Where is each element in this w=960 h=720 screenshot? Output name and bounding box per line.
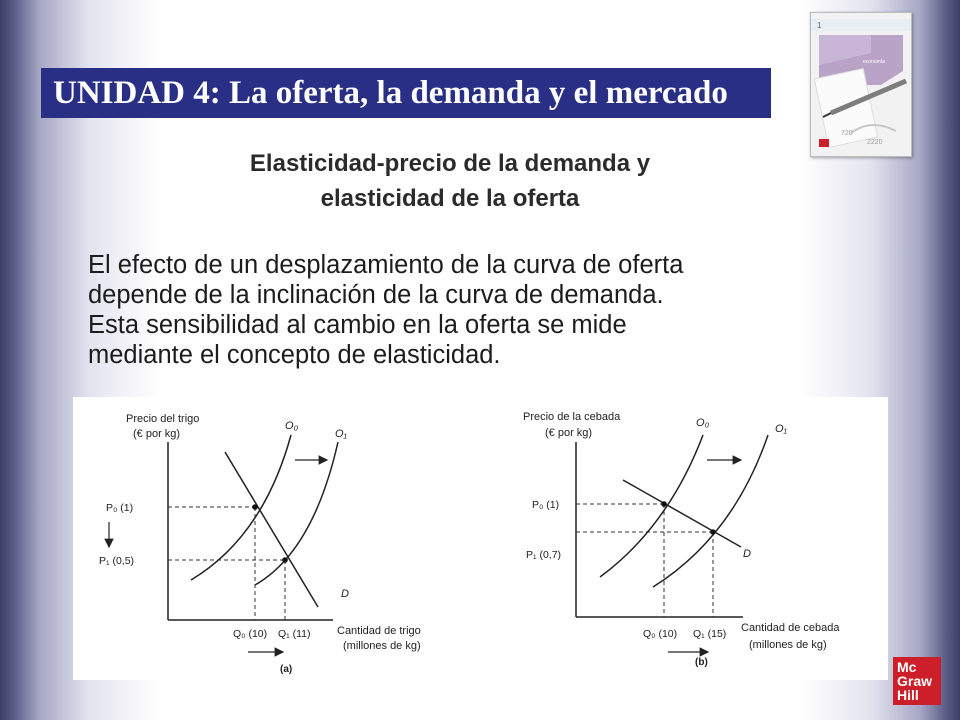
graph-a-o1-label: O₁ — [335, 428, 348, 440]
svg-text:720: 720 — [841, 130, 853, 137]
graph-b-d-label: D — [743, 548, 751, 560]
graph-b-caption: (b) — [695, 657, 708, 668]
graph-a-equilibrium-0 — [252, 504, 258, 510]
body-line-1: El efecto de un desplazamiento de la curva de oferta — [88, 251, 684, 279]
logo-line-2: Graw — [897, 673, 933, 689]
graph-a-supply-o1 — [255, 442, 338, 585]
graph-b-p1-label: P₁ (0,7) — [526, 549, 562, 561]
logo-line-1: Mc — [897, 659, 917, 675]
graph-a-p1-label: P₁ (0,5) — [99, 555, 135, 567]
graph-a-q0-label: Q₀ (10) — [233, 628, 268, 640]
body-line-3: Esta sensibilidad al cambio en la oferta se mide — [88, 311, 627, 339]
graph-b-ylabel-2: (€ por kg) — [545, 427, 593, 439]
mcgraw-hill-logo — [893, 657, 941, 705]
subtitle-line-2: elasticidad de la oferta — [320, 185, 580, 212]
graph-b-equilibrium-1 — [710, 529, 716, 535]
graph-b-o0-label: O₀ — [696, 417, 710, 429]
graph-b-o1-label: O₁ — [775, 423, 788, 435]
graph-a-caption: (a) — [280, 664, 293, 675]
graph-b-supply-o0 — [600, 435, 703, 577]
svg-text:2220: 2220 — [867, 139, 883, 146]
body-paragraph — [88, 250, 848, 370]
unit-title: UNIDAD 4: La oferta, la demanda y el mercado — [41, 68, 771, 118]
book-cover-image — [810, 12, 912, 157]
graph-b — [523, 411, 840, 668]
graph-b-ylabel-1: Precio de la cebada — [523, 411, 621, 423]
cover-label: economía — [863, 59, 885, 65]
subtitle-line-1: Elasticidad-precio de la demanda y — [249, 150, 651, 177]
graph-a-p0-label: P₀ (1) — [106, 502, 134, 514]
supply-demand-figure — [73, 397, 888, 680]
graph-b-xlabel-1: Cantidad de cebada — [741, 622, 840, 634]
graph-a-d-label: D — [341, 588, 349, 600]
logo-line-3: Hill — [897, 687, 919, 703]
graph-b-demand — [623, 480, 741, 547]
graph-b-equilibrium-0 — [661, 501, 667, 507]
body-line-4: mediante el concepto de elasticidad. — [88, 341, 501, 369]
graph-a-ylabel-2: (€ por kg) — [133, 428, 181, 440]
graph-a-equilibrium-1 — [282, 557, 288, 563]
graph-b-p0-label: P₀ (1) — [532, 499, 560, 511]
graph-a — [99, 413, 421, 675]
graph-b-supply-o1 — [653, 435, 768, 587]
cover-unit-number: 1 — [817, 21, 822, 30]
graph-a-demand — [225, 452, 318, 607]
graph-a-xlabel-2: (millones de kg) — [343, 640, 421, 652]
graph-b-q0-label: Q₀ (10) — [643, 628, 678, 640]
graph-b-q1-label: Q₁ (15) — [693, 628, 727, 640]
graph-a-xlabel-1: Cantidad de trigo — [337, 625, 421, 637]
graph-b-xlabel-2: (millones de kg) — [749, 639, 827, 651]
body-line-2: depende de la inclinación de la curva de demanda. — [88, 281, 664, 309]
graph-a-ylabel-1: Precio del trigo — [126, 413, 200, 425]
graph-a-o0-label: O₀ — [285, 420, 299, 432]
section-subtitle — [120, 146, 780, 216]
graph-a-q1-label: Q₁ (11) — [278, 628, 311, 640]
